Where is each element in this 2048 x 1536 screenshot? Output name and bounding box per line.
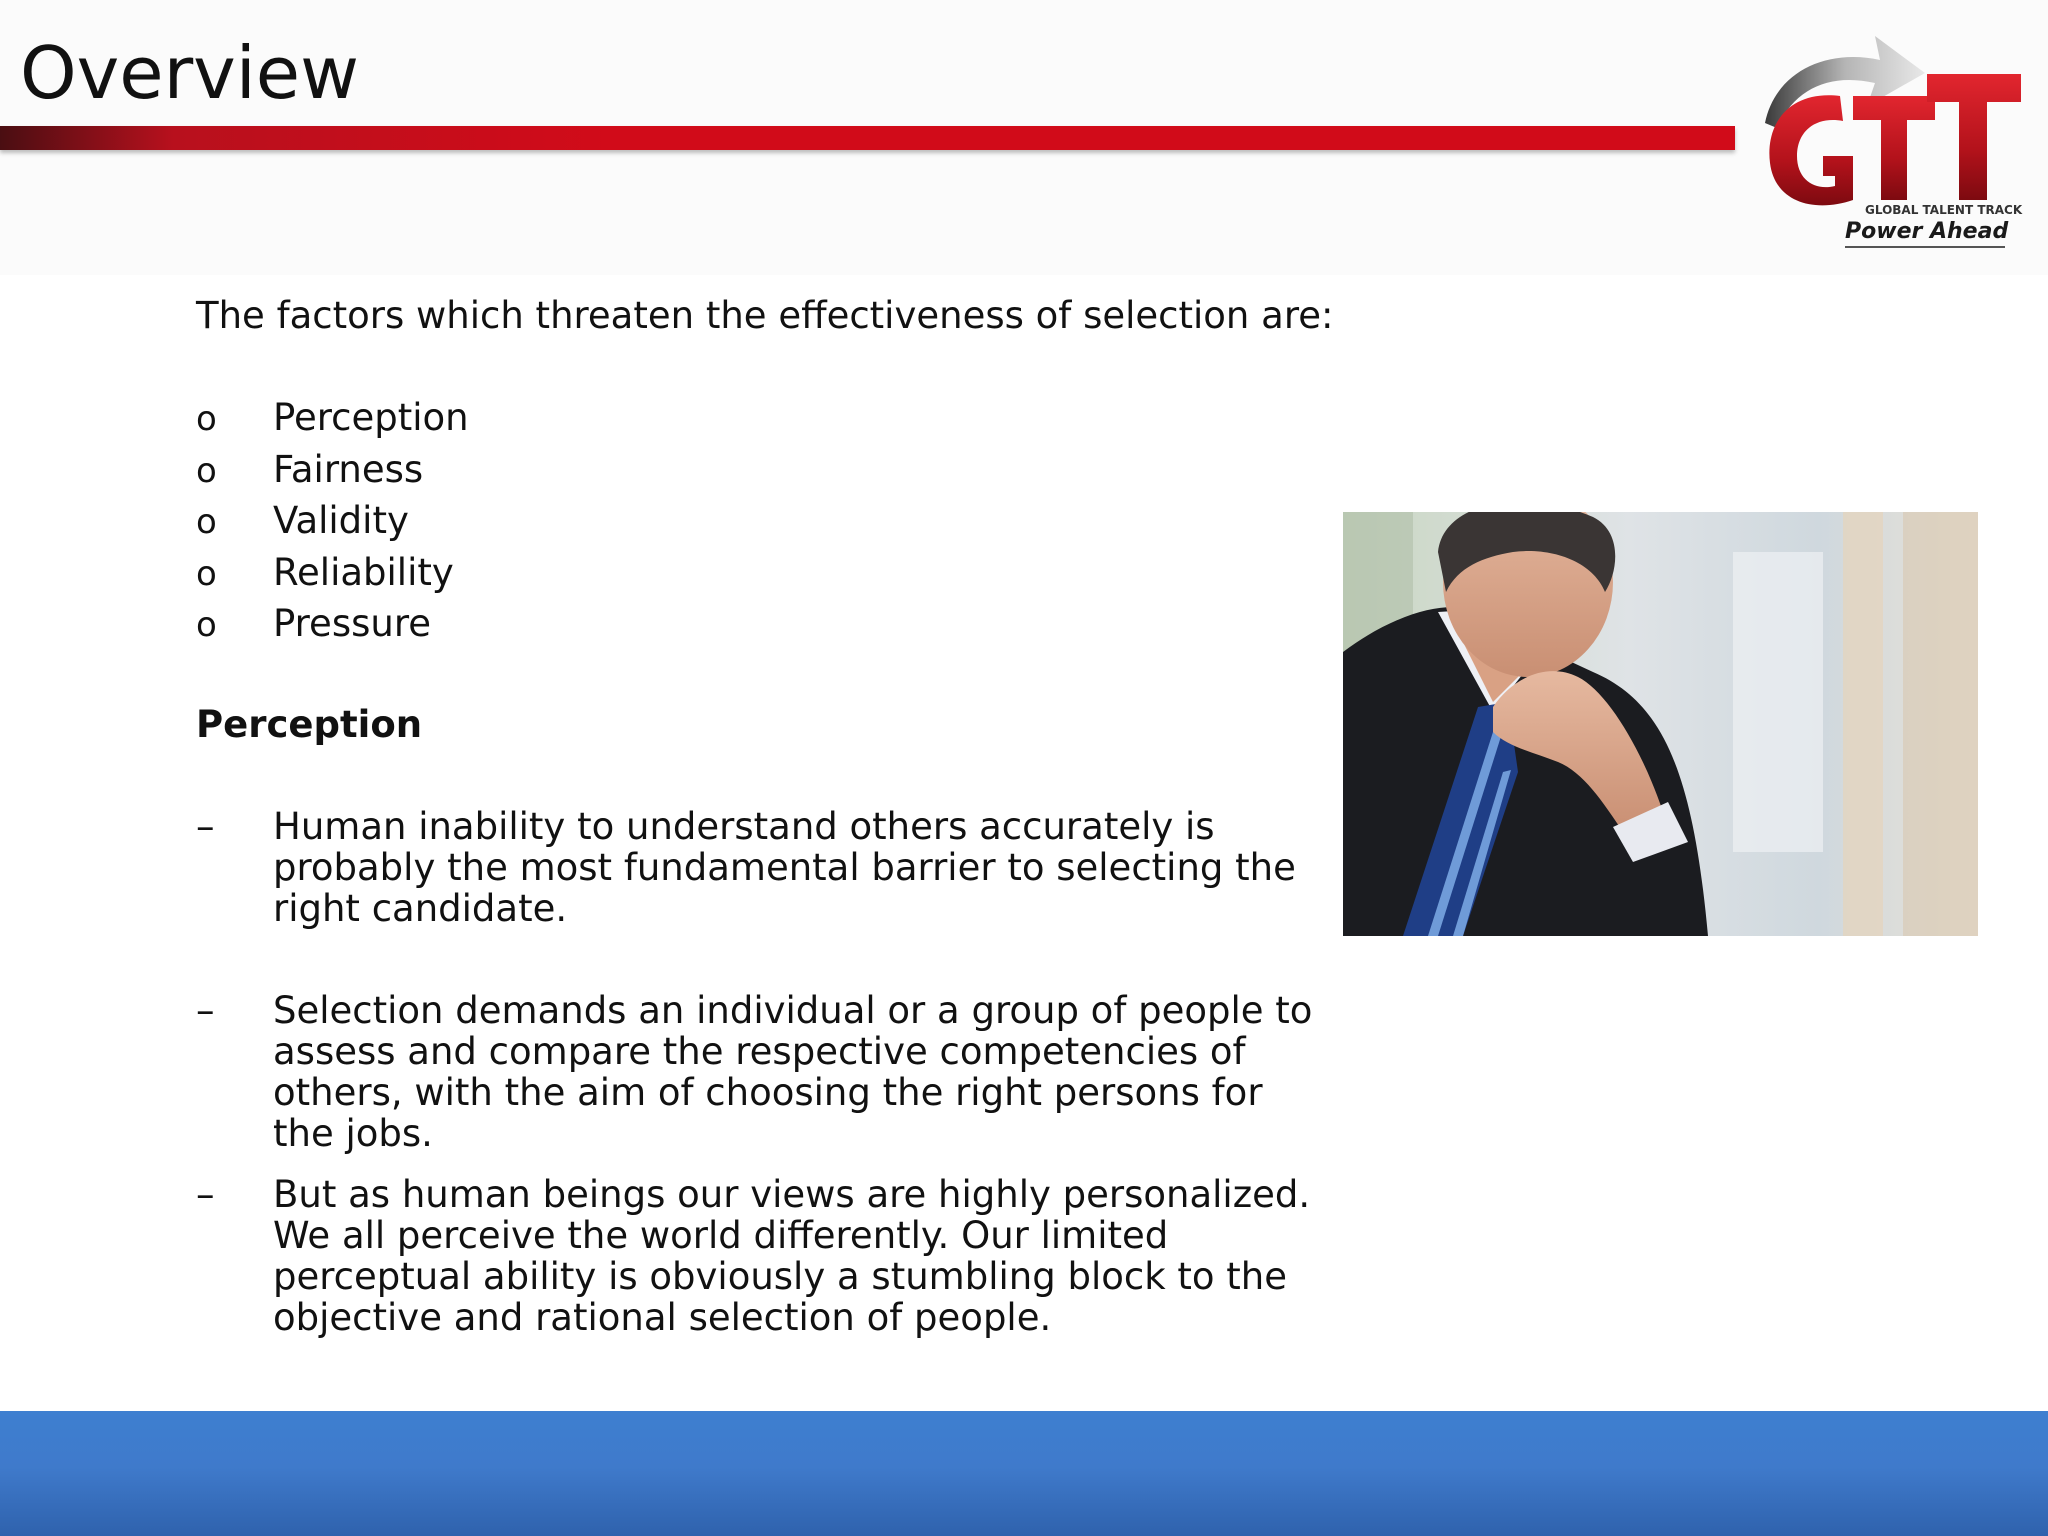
dash-bullet-icon: –: [196, 1173, 215, 1216]
circle-bullet-icon: o: [196, 502, 217, 542]
factor-label: Fairness: [273, 447, 424, 491]
logo-tagline-small: GLOBAL TALENT TRACK: [1865, 203, 2023, 217]
factor-label: Perception: [273, 396, 469, 439]
thinking-businessman-photo: [1343, 512, 1978, 936]
factor-item: [196, 603, 469, 655]
factor-label: Pressure: [273, 602, 431, 645]
point-text: Selection demands an individual or a group of people to assess and compare the respective competencies of others, with the aim of choosing the right persons for the jobs.: [273, 989, 1313, 1155]
factor-item: [196, 397, 469, 449]
factor-item: [196, 500, 469, 552]
factor-item: [196, 449, 469, 501]
factor-list: [196, 397, 469, 655]
logo-tagline: Power Ahead: [1845, 218, 2005, 248]
circle-bullet-icon: o: [196, 450, 217, 491]
dash-bullet-icon: –: [196, 989, 215, 1032]
footer-bar: [0, 1411, 2048, 1536]
point-item: [196, 806, 1316, 929]
slide-title: Overview: [20, 31, 359, 115]
factor-label: Validity: [273, 499, 409, 542]
point-item: [196, 1174, 1316, 1338]
title-underline-bar: [0, 126, 1735, 150]
circle-bullet-icon: o: [196, 399, 217, 439]
point-text: Human inability to understand others accurately is probably the most fundamental barrier to selecting the right candidate.: [273, 805, 1296, 930]
factor-label: Reliability: [273, 550, 454, 594]
section-heading: Perception: [196, 703, 423, 746]
dash-bullet-icon: –: [196, 805, 215, 848]
point-item: [196, 990, 1316, 1154]
circle-bullet-icon: o: [196, 605, 217, 645]
factor-item: [196, 552, 469, 604]
slide-header: [0, 0, 2048, 275]
point-text: But as human beings our views are highly personalized. We all perceive the world differently. Our limited perceptual ability is obviously a stumbling block to the objective and rational selection of people.: [273, 1173, 1311, 1339]
intro-text: The factors which threaten the effectiveness of selection are:: [196, 294, 1334, 337]
circle-bullet-icon: o: [196, 553, 217, 594]
